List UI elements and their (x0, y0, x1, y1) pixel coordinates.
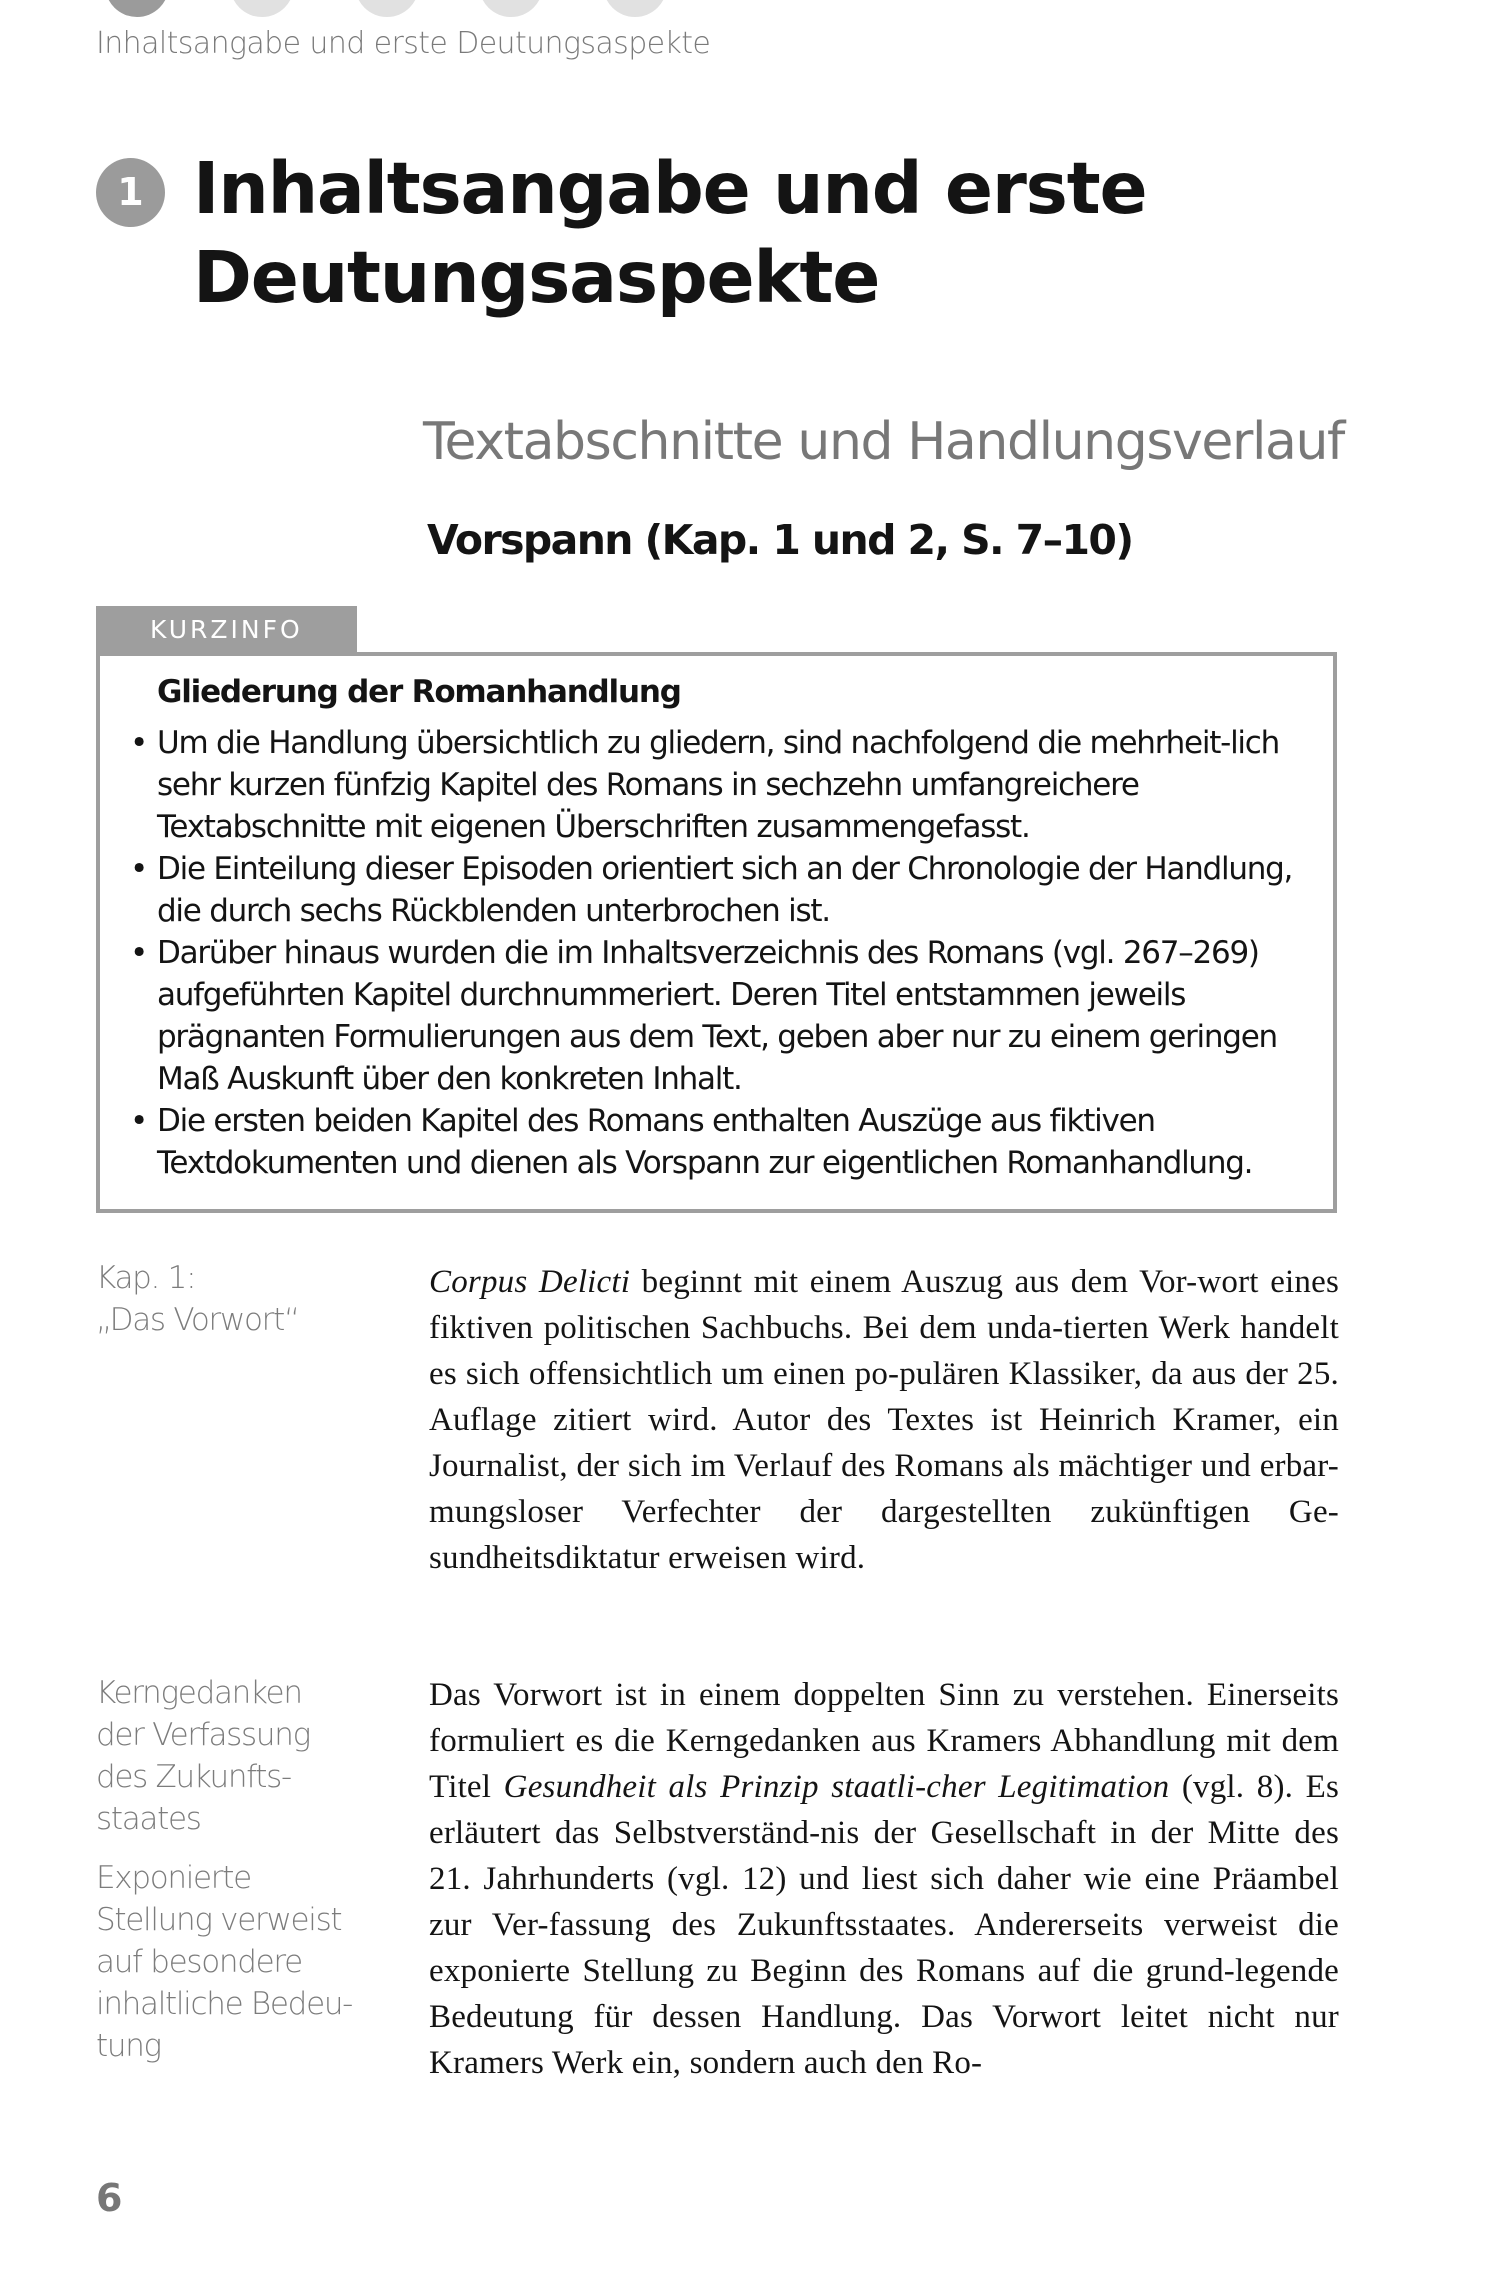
running-header: Inhaltsangabe und erste Deutungsaspekte (96, 26, 711, 61)
progress-dot (479, 0, 543, 17)
margin-note-chapter-title: „Das Vorwort“ (96, 1302, 299, 1338)
paragraph-text: Das Vorwort ist in einem doppelten Sinn zu verstehen. Einerseits formuliert es die Kerngedanken aus Kramers Abhandlung mit dem Titel (429, 1677, 1339, 1805)
kurzinfo-tab: KURZINFO (96, 606, 357, 652)
bullet-icon: • (130, 851, 148, 887)
kurzinfo-item (130, 722, 1320, 848)
margin-note: Exponierte Stellung verweist auf besondere inhaltliche Bedeu-tung (96, 1860, 353, 2064)
section-title: Textabschnitte und Handlungsverlauf (423, 412, 1344, 472)
page-number: 6 (96, 2176, 123, 2220)
paragraph-text: beginnt mit einem Auszug aus dem Vor-wort eines fiktiven politischen Sachbuchs. Bei dem unda-tierten Werk handelt es sich offensichtlich um einen po-pulären Klassiker, da aus der 25. Auflage zitiert wird. Autor des Textes ist Heinrich Kramer, ein Journalist, der sich im Verlauf des Romans als mächtiger und erbar-mungsloser Verfechter der dargestellten zukünftigen Ge-sundheitsdiktatur erweisen wird. (429, 1264, 1339, 1576)
paragraph-text: (vgl. 8). Es erläutert das Selbstverständ-nis der Gesellschaft in der Mitte des 21. Jahrhunderts (vgl. 12) und liest sich daher wie eine Präambel zur Ver-fassung des Zukunftsstaates. Andererseits verweist die exponierte Stellung zu Beginn des Romans auf die grund-legende Bedeutung für dessen Handlung. Das Vorwort leitet nicht nur Kramers Werk ein, sondern auch den Ro- (429, 1769, 1340, 2081)
bullet-icon: • (130, 935, 148, 971)
margin-note-chapter (96, 1257, 396, 1341)
progress-dot-active (105, 0, 169, 17)
book-title: Corpus Delicti (429, 1264, 631, 1300)
margin-note: Kerngedanken der Verfassung des Zukunfts-staates (96, 1675, 310, 1837)
chapter-title-line-1: Inhaltsangabe und erste (193, 147, 1147, 230)
kurzinfo-item-text: Um die Handlung übersichtlich zu gliedern, sind nachfolgend die mehrheit-lich sehr kurzen fünfzig Kapitel des Romans in sechzehn umfangreichere Textabschnitte mit eigenen Überschriften zusammengefasst. (157, 725, 1279, 845)
kurzinfo-item-text: Die ersten beiden Kapitel des Romans enthalten Auszüge aus fiktiven Textdokumenten und dienen als Vorspann zur eigentlichen Romanhandlung. (157, 1103, 1253, 1181)
body-paragraph (429, 1672, 1339, 2086)
sub-title: Vorspann (Kap. 1 und 2, S. 7–10) (427, 516, 1133, 564)
bullet-icon: • (130, 725, 148, 761)
kurzinfo-item (130, 848, 1320, 932)
bullet-icon: • (130, 1103, 148, 1139)
progress-dot (230, 0, 294, 17)
progress-dot (603, 0, 667, 17)
work-title: Gesundheit als Prinzip staatli-cher Legitimation (503, 1769, 1170, 1805)
chapter-title (193, 144, 1293, 322)
kurzinfo-box (96, 652, 1337, 1213)
kurzinfo-item (130, 932, 1320, 1100)
margin-note-chapter-number: Kap. 1: (96, 1260, 196, 1296)
kurzinfo-item-text: Darüber hinaus wurden die im Inhaltsverzeichnis des Romans (vgl. 267–269) aufgeführten Kapitel durchnummeriert. Deren Titel entstammen jeweils prägnanten Formulierungen aus dem Text, geben aber nur zu einem geringen Maß Auskunft über den konkreten Inhalt. (157, 935, 1277, 1097)
progress-dot (355, 0, 419, 17)
kurzinfo-item (130, 1100, 1320, 1184)
kurzinfo-list (130, 722, 1320, 1184)
body-paragraph (429, 1259, 1339, 1581)
chapter-title-line-2: Deutungsaspekte (193, 236, 880, 319)
kurzinfo-item-text: Die Einteilung dieser Episoden orientiert sich an der Chronologie der Handlung, die durch sechs Rückblenden unterbrochen ist. (157, 851, 1293, 929)
chapter-number-badge: 1 (96, 158, 165, 227)
kurzinfo-heading: Gliederung der Romanhandlung (157, 674, 681, 710)
